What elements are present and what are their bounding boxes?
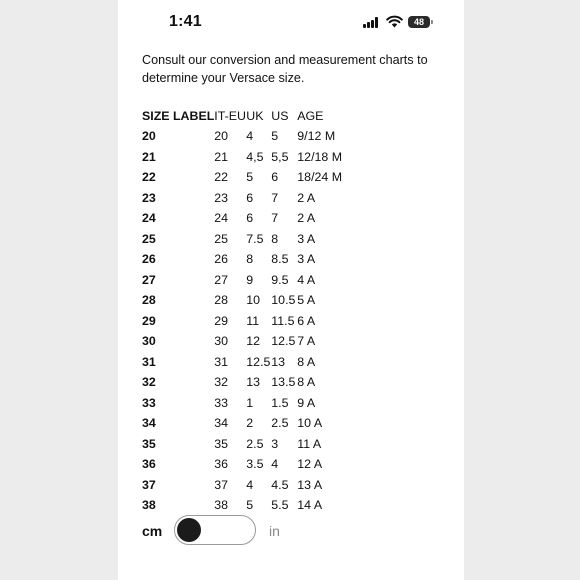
signal-icon <box>363 17 381 28</box>
table-row <box>142 311 357 332</box>
table-row <box>142 188 357 209</box>
cell-uk: 12.5 <box>246 354 271 369</box>
cell-uk: 5 <box>246 498 254 513</box>
cell-age: 12 A <box>297 457 323 472</box>
cell-age: 7 A <box>297 334 316 349</box>
intro-text: Consult our conversion and measurement charts to determine your Versace size. <box>142 53 428 85</box>
cell-us: 6 <box>271 170 279 185</box>
battery-tip <box>431 20 433 24</box>
cell-size-label: 36 <box>142 457 156 472</box>
cell-size-label: 24 <box>142 211 156 226</box>
cell-age: 12/18 M <box>297 149 343 164</box>
cell-us: 13 <box>271 354 286 369</box>
cell-it-eu: 27 <box>214 272 229 287</box>
cell-it-eu: 29 <box>214 313 229 328</box>
toggle-knob[interactable] <box>177 518 201 542</box>
cell-age: 10 A <box>297 416 323 431</box>
cell-age: 8 A <box>297 375 316 390</box>
cell-uk: 6 <box>246 211 254 226</box>
cell-size-label: 27 <box>142 272 156 287</box>
cell-us: 2.5 <box>271 416 289 431</box>
size-chart-table <box>142 106 357 516</box>
cell-uk: 4,5 <box>246 149 264 164</box>
cell-age: 6 A <box>297 313 316 328</box>
cell-us: 7 <box>271 190 279 205</box>
table-row <box>142 290 357 311</box>
table-row <box>142 475 357 496</box>
table-header-row <box>142 106 357 126</box>
cell-size-label: 34 <box>142 416 156 431</box>
table-row <box>142 393 357 414</box>
phone-screen <box>118 0 464 580</box>
cell-it-eu: 25 <box>214 231 229 246</box>
cell-size-label: 20 <box>142 129 156 144</box>
cell-us: 4.5 <box>271 477 289 492</box>
cell-it-eu: 31 <box>214 354 229 369</box>
cell-us: 3 <box>271 436 279 451</box>
cell-uk: 2.5 <box>246 436 264 451</box>
table-body <box>142 126 357 516</box>
cell-uk: 4 <box>246 477 254 492</box>
cell-age: 5 A <box>297 293 316 308</box>
cell-us: 10.5 <box>271 293 296 308</box>
cell-us: 7 <box>271 211 279 226</box>
status-time: 1:41 <box>169 13 202 30</box>
cell-it-eu: 38 <box>214 498 229 513</box>
cell-size-label: 26 <box>142 252 156 267</box>
cell-it-eu: 32 <box>214 375 229 390</box>
table-row <box>142 126 357 147</box>
table-row <box>142 434 357 455</box>
status-bar <box>118 0 464 46</box>
cell-age: 18/24 M <box>297 170 343 185</box>
cell-it-eu: 20 <box>214 129 229 144</box>
cell-age: 3 A <box>297 231 316 246</box>
table-row <box>142 249 357 270</box>
cell-uk: 4 <box>246 129 254 144</box>
cell-it-eu: 35 <box>214 436 229 451</box>
cell-us: 5 <box>271 129 279 144</box>
cell-it-eu: 28 <box>214 293 229 308</box>
cell-us: 9.5 <box>271 272 289 287</box>
cell-uk: 1 <box>246 395 254 410</box>
cell-size-label: 25 <box>142 231 156 246</box>
cell-us: 1.5 <box>271 395 289 410</box>
cell-size-label: 32 <box>142 375 156 390</box>
table-row <box>142 372 357 393</box>
cell-it-eu: 30 <box>214 334 229 349</box>
cell-uk: 9 <box>246 272 254 287</box>
cell-it-eu: 22 <box>214 170 229 185</box>
table-row <box>142 229 357 250</box>
cell-age: 14 A <box>297 498 323 513</box>
cell-uk: 12 <box>246 334 261 349</box>
cell-size-label: 35 <box>142 436 156 451</box>
cell-uk: 10 <box>246 293 261 308</box>
header-uk: UK <box>246 109 264 123</box>
cell-size-label: 38 <box>142 498 156 513</box>
cell-uk: 3.5 <box>246 457 264 472</box>
table-row <box>142 208 357 229</box>
cell-size-label: 30 <box>142 334 156 349</box>
cell-uk: 8 <box>246 252 254 267</box>
cell-it-eu: 26 <box>214 252 229 267</box>
header-size-label: SIZE LABEL <box>142 109 215 123</box>
cell-size-label: 28 <box>142 293 156 308</box>
cell-it-eu: 23 <box>214 190 229 205</box>
cell-age: 13 A <box>297 477 323 492</box>
cell-age: 9/12 M <box>297 129 336 144</box>
cell-uk: 13 <box>246 375 261 390</box>
cell-it-eu: 34 <box>214 416 229 431</box>
cell-size-label: 29 <box>142 313 156 328</box>
cell-us: 8.5 <box>271 252 289 267</box>
cell-age: 2 A <box>297 190 316 205</box>
cell-size-label: 22 <box>142 170 156 185</box>
cell-us: 4 <box>271 457 279 472</box>
cell-size-label: 33 <box>142 395 156 410</box>
cell-size-label: 37 <box>142 477 156 492</box>
unit-toggle-row <box>142 514 442 548</box>
table-row <box>142 495 357 516</box>
cell-uk: 5 <box>246 170 254 185</box>
cell-uk: 11 <box>246 313 260 328</box>
cell-size-label: 21 <box>142 149 156 164</box>
table-row <box>142 454 357 475</box>
cell-us: 5,5 <box>271 149 289 164</box>
cell-uk: 2 <box>246 416 254 431</box>
cell-it-eu: 24 <box>214 211 229 226</box>
wifi-icon <box>386 15 403 28</box>
cell-us: 12.5 <box>271 334 296 349</box>
cell-it-eu: 21 <box>214 149 229 164</box>
cell-us: 5.5 <box>271 498 289 513</box>
cell-age: 4 A <box>297 272 316 287</box>
cell-size-label: 31 <box>142 354 156 369</box>
cell-uk: 6 <box>246 190 254 205</box>
table-row <box>142 352 357 373</box>
header-it-eu: IT-EU <box>214 109 246 123</box>
cell-it-eu: 37 <box>214 477 229 492</box>
cell-us: 11.5 <box>271 313 295 328</box>
header-us: US <box>271 109 289 123</box>
cell-it-eu: 36 <box>214 457 229 472</box>
cell-age: 2 A <box>297 211 316 226</box>
unit-in-label[interactable]: in <box>269 523 280 539</box>
table-row <box>142 147 357 168</box>
cell-uk: 7.5 <box>246 231 264 246</box>
unit-toggle-switch[interactable] <box>174 515 256 545</box>
cell-age: 9 A <box>297 395 316 410</box>
cell-age: 11 A <box>297 436 322 451</box>
battery-icon: 48 <box>408 16 430 28</box>
table-row <box>142 270 357 291</box>
table-row <box>142 413 357 434</box>
cell-age: 3 A <box>297 252 316 267</box>
table-row <box>142 331 357 352</box>
cell-it-eu: 33 <box>214 395 229 410</box>
unit-cm-label[interactable]: cm <box>142 523 163 539</box>
cell-age: 8 A <box>297 354 316 369</box>
table-row <box>142 167 357 188</box>
cell-us: 13.5 <box>271 375 296 390</box>
cell-us: 8 <box>271 231 279 246</box>
cell-size-label: 23 <box>142 190 156 205</box>
header-age: AGE <box>297 109 324 123</box>
